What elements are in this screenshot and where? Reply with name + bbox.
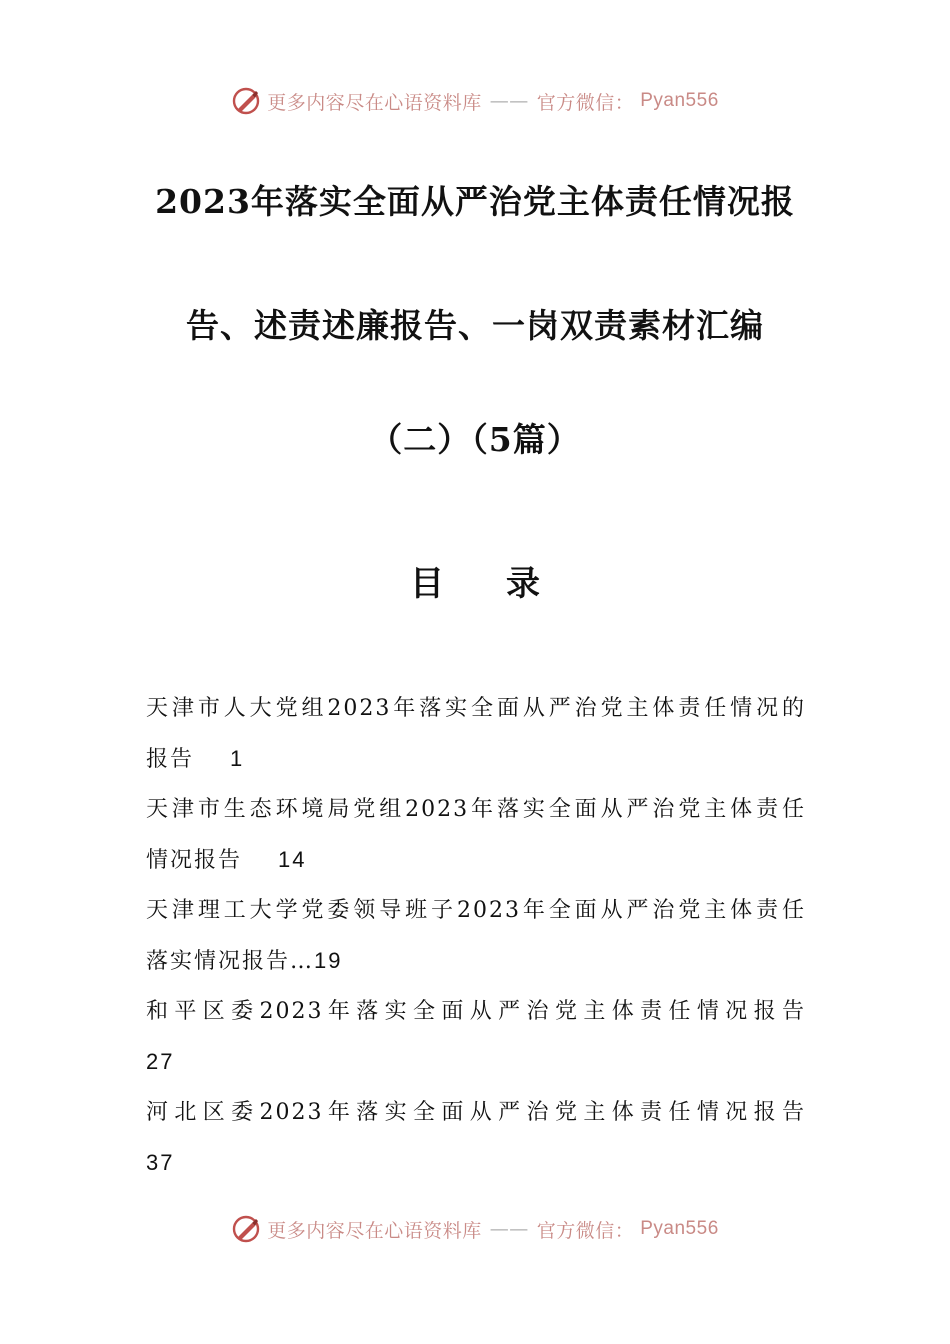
document-title-line-2: 告、述责述廉报告、一岗双责素材汇编 [186,306,764,345]
toc-item-3[interactable] [146,886,806,987]
toc-item-title: 天津市人大党组2023年落实全面从严治党主体责任情况的 [146,696,806,721]
toc-item-1[interactable] [146,684,806,785]
watermark-footer [0,1214,950,1244]
toc-item-page: 27 [146,1049,175,1074]
watermark-text: 更多内容尽在心语资料库 [267,1219,482,1242]
toc-item-title-end: 落实情况报告… [146,949,315,974]
watermark-separator: —— [489,90,529,112]
table-of-contents [146,684,806,1189]
watermark-label: 官方微信： [536,1219,635,1242]
pen-logo-icon [231,86,261,116]
document-title-line-3: （二）（5篇） [369,420,581,459]
toc-item-2[interactable] [146,785,806,886]
toc-item-continuation [146,1138,806,1189]
watermark-label: 官方微信： [536,91,635,114]
toc-item-5[interactable] [146,1088,806,1189]
toc-item-continuation [146,734,806,785]
toc-item-continuation [146,1037,806,1088]
watermark-header [0,86,950,116]
toc-item-continuation [146,835,806,886]
toc-item-continuation [146,936,806,987]
watermark-id: Pyan556 [640,90,719,111]
toc-item-page: 1 [230,746,245,771]
toc-heading: 目录 [410,564,602,604]
toc-item-title: 天津理工大学党委领导班子2023年全面从严治党主体责任 [146,898,806,923]
pen-logo-icon [231,1214,261,1244]
toc-item-page: 19 [314,948,343,973]
toc-item-title: 河北区委2023年落实全面从严治党主体责任情况报告 [146,1100,806,1125]
toc-item-title-end: 情况报告 [146,848,243,873]
toc-item-title: 天津市生态环境局党组2023年落实全面从严治党主体责任 [146,797,806,822]
toc-item-title-end: 报告 [146,747,195,772]
toc-item-title: 和平区委2023年落实全面从严治党主体责任情况报告 [146,999,806,1024]
toc-item-page: 14 [278,847,307,872]
watermark-text: 更多内容尽在心语资料库 [267,91,482,114]
document-title-line-1: 2023年落实全面从严治党主体责任情况报 [155,182,795,221]
toc-item-page: 37 [146,1150,175,1175]
watermark-separator: —— [489,1218,529,1240]
toc-item-4[interactable] [146,987,806,1088]
watermark-id: Pyan556 [640,1218,719,1239]
